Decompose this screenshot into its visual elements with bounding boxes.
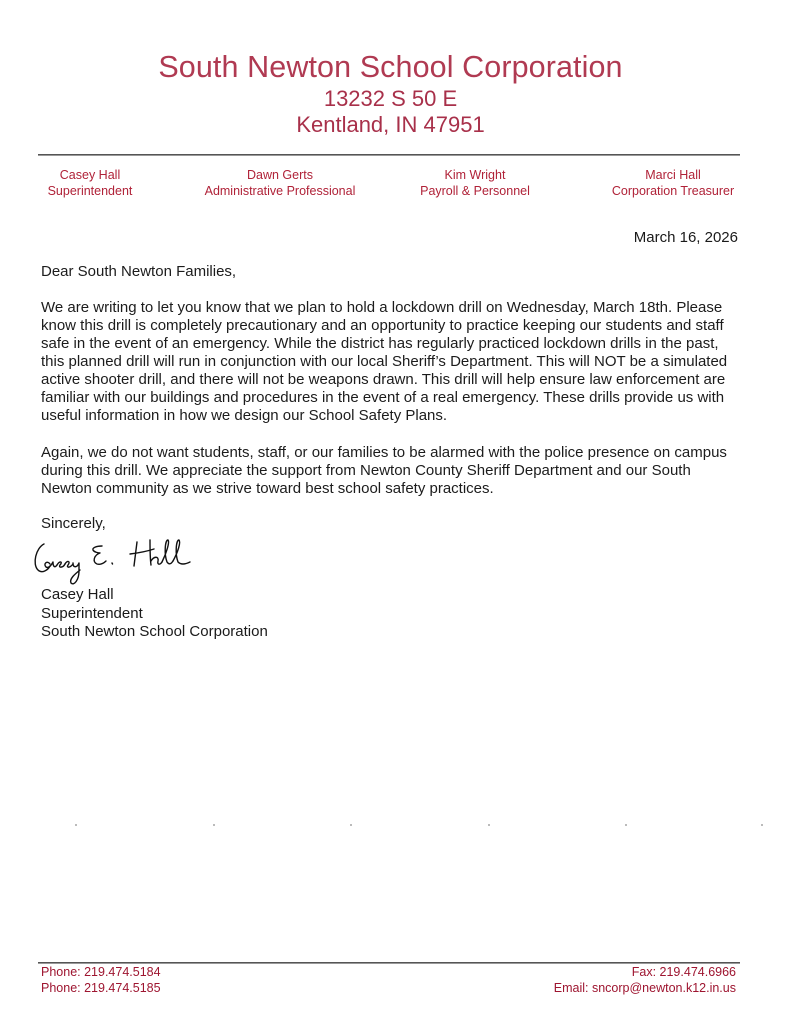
staff-name: Kim Wright bbox=[444, 168, 506, 182]
footer-phones bbox=[41, 965, 161, 996]
staff-name: Casey Hall bbox=[59, 168, 121, 182]
paragraph-1: We are writing to let you know that we plan to hold a lockdown drill on Wednesday, March 18th. Please know this drill is completely precautionary and an opportunity to practice keeping our students and staff safe in the event of an emergency. While the district has regularly practiced lockdown drills in the past, this planned drill will run in conjunction with our local Sheriff’s Department. This will NOT be a simulated active shooter drill, and there will not be weapons drawn. This drill will help ensure law enforcement are familiar with our buildings and procedures in the event of a real emergency. These drills provide us with useful information in how we design our School Safety Plans. bbox=[41, 299, 728, 424]
staff-casey-hall bbox=[30, 168, 150, 199]
email: Email: sncorp@newton.k12.in.us bbox=[553, 980, 736, 995]
salutation: Dear South Newton Families, bbox=[41, 263, 237, 280]
signature-image bbox=[30, 534, 195, 588]
phone-2: Phone: 219.474.5185 bbox=[41, 980, 161, 995]
fax: Fax: 219.474.6966 bbox=[631, 965, 736, 979]
signer-name: Casey Hall bbox=[41, 586, 114, 603]
address-line-1: 13232 S 50 E bbox=[323, 86, 458, 111]
header-divider bbox=[38, 154, 740, 156]
signer-block bbox=[41, 586, 268, 642]
scan-artifact bbox=[625, 824, 627, 826]
staff-name: Dawn Gerts bbox=[247, 168, 313, 182]
letter-date: March 16, 2026 bbox=[633, 229, 738, 246]
paragraph-2: Again, we do not want students, staff, or our families to be alarmed with the police presence on campus during this drill. We appreciate the support from Newton County Sheriff Department and our South Newton community as we strive toward best school safety practices. bbox=[41, 444, 727, 497]
staff-marci-hall bbox=[598, 168, 748, 199]
signer-organization: South Newton School Corporation bbox=[41, 623, 268, 640]
staff-dawn-gerts bbox=[190, 168, 370, 199]
staff-title: Superintendent bbox=[47, 183, 133, 198]
staff-title: Payroll & Personnel bbox=[420, 183, 530, 198]
scan-artifact bbox=[350, 824, 352, 826]
scan-artifact bbox=[75, 824, 77, 826]
scan-artifact bbox=[213, 824, 215, 826]
scan-artifact bbox=[488, 824, 490, 826]
footer-divider bbox=[38, 962, 740, 964]
organization-name: South Newton School Corporation bbox=[158, 50, 623, 84]
staff-name: Marci Hall bbox=[645, 168, 701, 182]
address-line-2: Kentland, IN 47951 bbox=[296, 112, 485, 137]
signer-title: Superintendent bbox=[41, 604, 143, 622]
staff-title: Administrative Professional bbox=[204, 183, 356, 198]
staff-kim-wright bbox=[405, 168, 545, 199]
footer-contact bbox=[554, 965, 736, 996]
phone-1: Phone: 219.474.5184 bbox=[41, 965, 161, 979]
closing: Sincerely, bbox=[41, 515, 106, 532]
staff-title: Corporation Treasurer bbox=[611, 183, 735, 198]
scan-artifact bbox=[761, 824, 763, 826]
